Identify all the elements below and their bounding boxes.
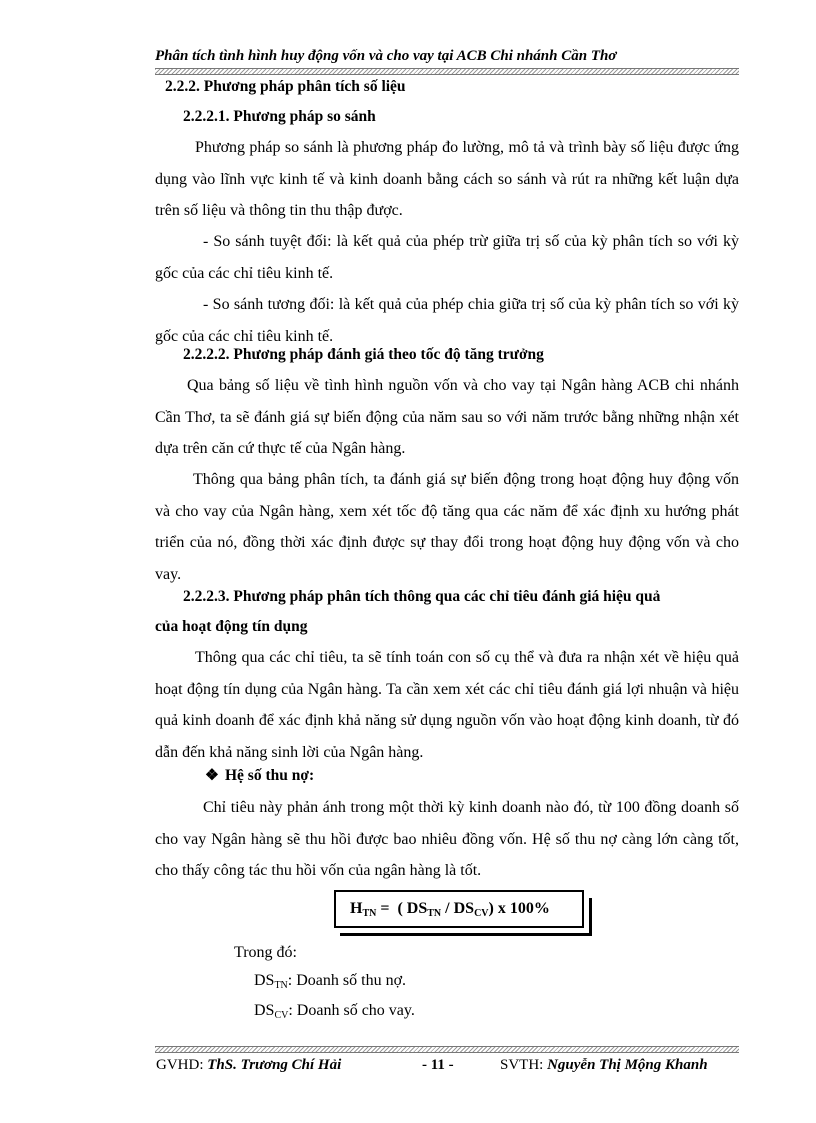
footer-student: SVTH: Nguyễn Thị Mộng Khanh bbox=[500, 1057, 708, 1073]
paragraph-relative-comparison: - So sánh tương đối: là kết quả của phép chia giữa trị số của kỳ phân tích so với kỳ gốc của các chỉ tiêu kinh tế. bbox=[155, 296, 739, 345]
subsection-heading-3: 2.2.2.3. Phương pháp phân tích thông qua các chỉ tiêu đánh giá hiệu quả bbox=[183, 588, 661, 605]
paragraph-comparison-intro: Phương pháp so sánh là phương pháp đo lường, mô tả và trình bày số liệu được ứng dụng vào lĩnh vực kinh tế và kinh doanh bằng cách so sánh và rút ra những kết luận dựa trên số liệu và thông tin thu thập được. bbox=[155, 139, 739, 219]
subsection-heading-3-cont: của hoạt động tín dụng bbox=[155, 618, 308, 635]
diamond-bullet-icon: ❖ bbox=[205, 767, 219, 784]
paragraph-absolute-comparison: - So sánh tuyệt đối: là kết quả của phép trừ giữa trị số của kỳ phân tích so với kỳ gốc của các chỉ tiêu kinh tế. bbox=[155, 233, 739, 282]
running-header: Phân tích tình hình huy động vốn và cho vay tại ACB Chi nhánh Cần Thơ bbox=[155, 48, 617, 64]
paragraph-growth-2: Thông qua bảng phân tích, ta đánh giá sự biến động trong hoạt động huy động vốn và cho vay của Ngân hàng, xem xét tốc độ tăng qua các năm để xác định xu hướng phát triển của nó, đồng thời xác định được sự thay đổi trong hoạt động huy động vốn và cho vay. bbox=[155, 471, 739, 583]
where-label: Trong đó: bbox=[234, 944, 297, 961]
bullet-debt-recovery-ratio bbox=[205, 766, 314, 785]
subsection-heading-1: 2.2.2.1. Phương pháp so sánh bbox=[183, 108, 376, 125]
paragraph-growth-1: Qua bảng số liệu về tình hình nguồn vốn và cho vay tại Ngân hàng ACB chi nhánh Cần Thơ, ta sẽ đánh giá sự biến động của năm sau so với năm trước bằng những nhận xét dựa trên căn cứ thực tế của Ngân hàng. bbox=[155, 377, 739, 457]
footer-rule bbox=[155, 1046, 739, 1053]
footer-supervisor: GVHD: ThS. Trương Chí Hải bbox=[156, 1057, 342, 1073]
paragraph-debt-recovery: Chỉ tiêu này phản ánh trong một thời kỳ kinh doanh nào đó, từ 100 đồng doanh số cho vay Ngân hàng sẽ thu hồi được bao nhiêu đồng vốn. Hệ số thu nợ càng lớn càng tốt, cho thấy công tác thu hồi vốn của ngân hàng là tốt. bbox=[155, 799, 739, 879]
paragraph-credit-efficiency: Thông qua các chỉ tiêu, ta sẽ tính toán con số cụ thể và đưa ra nhận xét về hiệu quả hoạt động tín dụng của Ngân hàng. Ta cần xem xét các chỉ tiêu đánh giá lợi nhuận và hiệu quả kinh doanh để xác định khả năng sử dụng nguồn vốn vào hoạt động kinh doanh, từ đó dẫn đến khả năng sinh lời của Ngân hàng. bbox=[155, 649, 739, 761]
section-heading: 2.2.2. Phương pháp phân tích số liệu bbox=[165, 78, 406, 95]
bullet-label: Hệ số thu nợ: bbox=[225, 767, 315, 784]
page-number: - 11 - bbox=[422, 1057, 454, 1073]
definition-ds-tn: $DS_{TN}$: Doanh số thu nợ. bbox=[254, 972, 407, 991]
definition-ds-cv: $DS_{CV}$: Doanh số cho vay. bbox=[254, 1002, 415, 1021]
formula-box: $H_{TN}$ = ( $DS_{TN} / DS_{CV}$) x 100% bbox=[334, 890, 584, 928]
header-rule bbox=[155, 68, 739, 75]
subsection-heading-2: 2.2.2.2. Phương pháp đánh giá theo tốc độ tăng trưởng bbox=[183, 346, 544, 363]
